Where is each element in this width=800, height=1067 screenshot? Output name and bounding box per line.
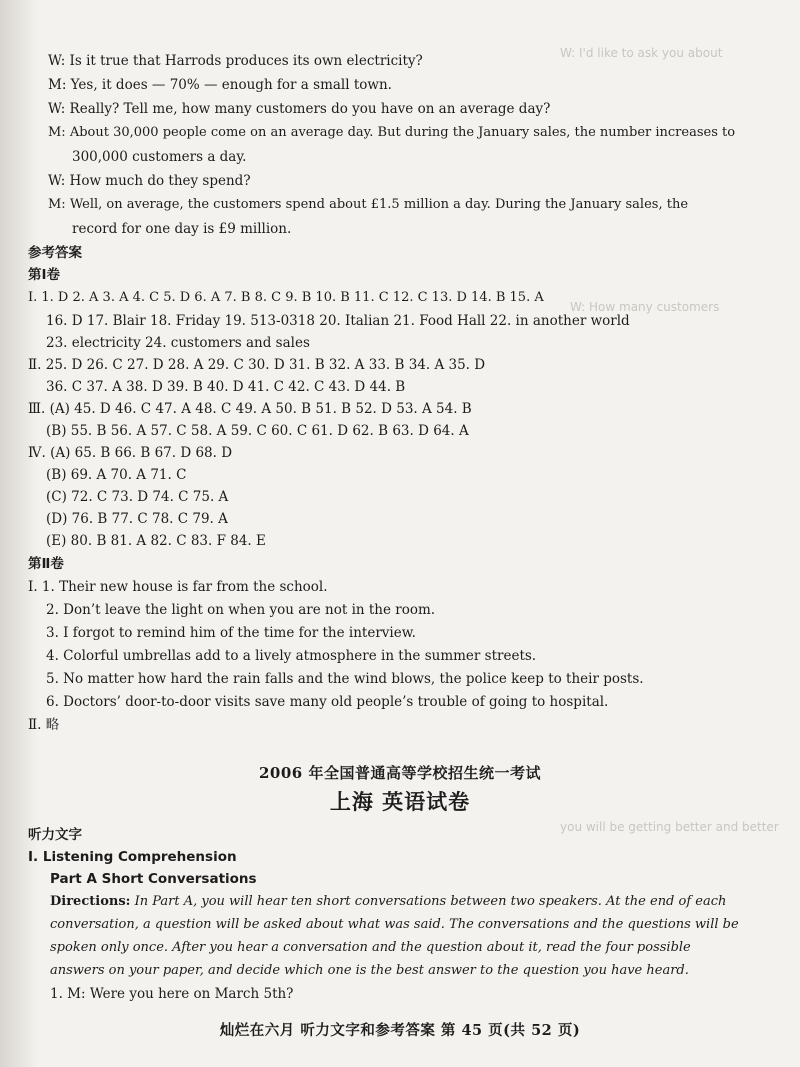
bleed-through-text: you will be getting better and better — [560, 820, 779, 834]
dialogue-line: 300,000 customers a day. — [72, 149, 247, 165]
bleed-through-text: W: How many customers — [570, 300, 720, 314]
volume-1-heading: 第Ⅰ卷 — [28, 267, 61, 283]
listening-heading: 听力文字 — [28, 827, 82, 843]
answer-sentence: 5. No matter how hard the rain falls and the wind blows, the police keep to their posts. — [46, 671, 644, 687]
answer-line: Ⅳ. (A) 65. B 66. B 67. D 68. D — [28, 445, 233, 461]
page-footer: 灿烂在六月 听力文字和参考答案 第 45 页(共 52 页) — [219, 1022, 581, 1039]
directions-line: answers on your paper, and decide which one is the best answer to the question you have heard. — [50, 963, 689, 978]
volume-2-heading: 第Ⅱ卷 — [28, 556, 64, 572]
answer-sentence: Ⅱ. 略 — [28, 717, 60, 733]
dialogue-line: M: Yes, it does — 70% — enough for a small town. — [48, 77, 392, 93]
answer-line: Ⅰ. 1. D 2. A 3. A 4. C 5. D 6. A 7. B 8. C 9. B 10. B 11. C 12. C 13. D 14. B 15. A — [28, 290, 544, 305]
directions-line — [50, 893, 726, 911]
dialogue-line: 1. M: Were you here on March 5th? — [50, 986, 294, 1002]
dialogue-line: record for one day is £9 million. — [72, 221, 292, 237]
answer-line: 23. electricity 24. customers and sales — [46, 335, 310, 351]
directions-label: Directions: — [50, 894, 131, 909]
answer-sentence: 6. Doctors’ door-to-door visits save many old people’s trouble of going to hospital. — [46, 694, 609, 710]
dialogue-line: W: How much do they spend? — [48, 173, 251, 189]
directions-text: In Part A, you will hear ten short conversations between two speakers. At the end of each — [134, 894, 727, 909]
dialogue-line: M: Well, on average, the customers spend about £1.5 million a day. During the January sales, the — [48, 197, 689, 212]
answer-line: (D) 76. B 77. C 78. C 79. A — [46, 511, 228, 527]
answer-sentence: Ⅰ. 1. Their new house is far from the school. — [28, 579, 328, 595]
dialogue-line: M: About 30,000 people come on an average day. But during the January sales, the number increases to — [48, 125, 736, 140]
answer-line: (E) 80. B 81. A 82. C 83. F 84. E — [46, 533, 266, 549]
exam-title: 2006 年全国普通高等学校招生统一考试 — [259, 764, 541, 782]
answer-sentence: 4. Colorful umbrellas add to a lively atmosphere in the summer streets. — [46, 648, 537, 664]
answer-line: (B) 69. A 70. A 71. C — [46, 467, 187, 483]
answer-line: 16. D 17. Blair 18. Friday 19. 513-0318 20. Italian 21. Food Hall 22. in another world — [46, 313, 630, 329]
directions-line: spoken only once. After you hear a conversation and the question about it, read the four possible — [50, 940, 691, 955]
bleed-through-text: W: I'd like to ask you about — [560, 46, 723, 60]
exam-subtitle: 上海 英语试卷 — [329, 789, 471, 814]
answer-sentence: 3. I forgot to remind him of the time for the interview. — [46, 625, 416, 641]
answers-heading: 参考答案 — [28, 245, 82, 261]
page-shadow — [0, 0, 38, 1067]
section-heading: Ⅰ. Listening Comprehension — [28, 849, 237, 865]
answer-sentence: 2. Don’t leave the light on when you are not in the room. — [46, 602, 436, 618]
answer-line: Ⅲ. (A) 45. D 46. C 47. A 48. C 49. A 50. B 51. B 52. D 53. A 54. B — [28, 401, 472, 417]
dialogue-line: W: Really? Tell me, how many customers do you have on an average day? — [48, 101, 551, 117]
answer-line: (C) 72. C 73. D 74. C 75. A — [46, 489, 229, 505]
answer-line: (B) 55. B 56. A 57. C 58. A 59. C 60. C 61. D 62. B 63. D 64. A — [46, 423, 469, 439]
part-heading: Part A Short Conversations — [50, 871, 257, 887]
answer-line: 36. C 37. A 38. D 39. B 40. D 41. C 42. C 43. D 44. B — [46, 379, 406, 395]
directions-line: conversation, a question will be asked about what was said. The conversations and the questions will be — [50, 917, 739, 932]
dialogue-line: W: Is it true that Harrods produces its own electricity? — [48, 53, 423, 69]
answer-line: Ⅱ. 25. D 26. C 27. D 28. A 29. C 30. D 31. B 32. A 33. B 34. A 35. D — [28, 357, 486, 373]
